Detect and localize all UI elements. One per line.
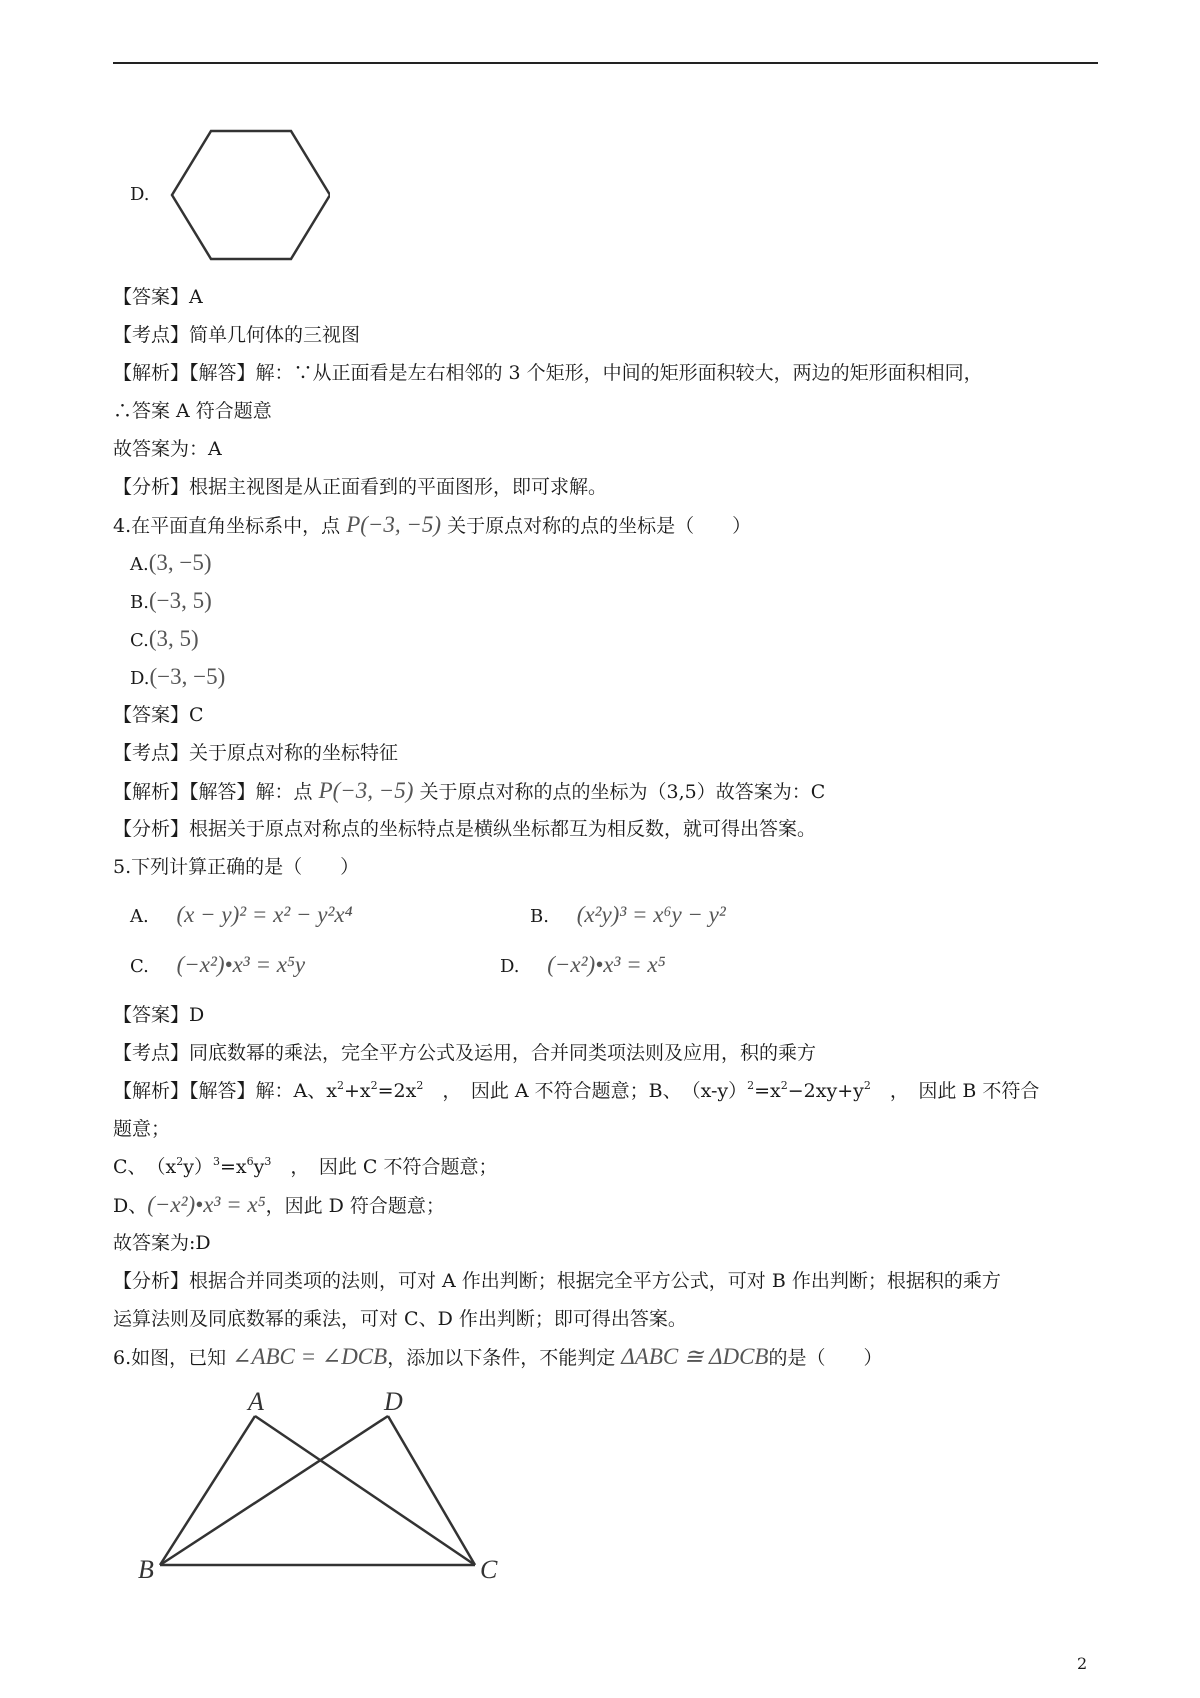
- q4-option-d: D.(−3, −5): [130, 664, 226, 689]
- q4-point: 【考点】关于原点对称的坐标特征: [113, 742, 399, 764]
- q5-option-d: D. (−x²)•x³ = x⁵: [500, 952, 666, 977]
- q4-option-a: A.(3, −5): [130, 550, 212, 575]
- q5-point: 【考点】同底数幂的乘法，完全平方公式及运用，合并同类项法则及应用，积的乘方: [113, 1042, 817, 1064]
- vertex-c-label: C: [480, 1555, 498, 1580]
- q4-summary: 【分析】根据关于原点对称点的坐标特点是横纵坐标都互为相反数，就可得出答案。: [113, 818, 817, 840]
- q3-analysis-line1: 【解析】【解答】解：∵从正面看是左右相邻的 3 个矩形，中间的矩形面积较大，两边的矩形面积相同，: [113, 362, 983, 384]
- q5-analysis-line1: 【解析】【解答】解：A、$x^2+x^2=2x^2$ ， 因此 A 不符合题意；B、 $(x-y)^2=x^2-2xy+y^2$ ， 因此 B 不符合: [113, 1079, 1040, 1102]
- q5-analysis-line4: D、(−x²)•x³ = x⁵，因此 D 符合题意；: [113, 1192, 445, 1217]
- q5-summary-line2: 运算法则及同底数幂的乘法，可对 C、D 作出判断；即可得出答案。: [113, 1308, 687, 1330]
- q5-summary-line1: 【分析】根据合并同类项的法则，可对 A 作出判断；根据完全平方公式，可对 B 作出判断；根据积的乘方: [113, 1270, 1001, 1292]
- q3-final-answer: 故答案为：A: [113, 438, 222, 460]
- q5-option-b: B. (x²y)³ = x⁶y − y²: [530, 902, 726, 927]
- q3-point: 【考点】简单几何体的三视图: [113, 324, 361, 346]
- vertex-b-label: B: [138, 1555, 154, 1580]
- q4-point-p: P(−3, −5): [346, 512, 442, 537]
- q3-answer: 【答案】A: [113, 286, 203, 308]
- q5-option-c: C. (−x²)•x³ = x⁵y: [130, 952, 306, 977]
- q3-analysis-line2: ∴答案 A 符合题意: [113, 400, 272, 422]
- q4-analysis: 【解析】【解答】解：点 P(−3, −5) 关于原点对称的点的坐标为（3,5）故答案为：C: [113, 778, 826, 803]
- q6-stem: 6.如图，已知 ∠ABC = ∠DCB，添加以下条件，不能判定 ΔABC ≅ ΔDCB的是（ ）: [113, 1344, 883, 1369]
- q4-option-c: C.(3, 5): [130, 626, 199, 651]
- q5-answer: 【答案】D: [113, 1004, 205, 1026]
- hexagon-figure: [170, 125, 330, 265]
- q3-option-d-label: D.: [130, 184, 150, 205]
- page-number: 2: [1077, 1654, 1088, 1673]
- q5-final-answer: 故答案为:D: [113, 1232, 211, 1254]
- q5-analysis-line3: C、 $(x^2y)^3=x^6y^3$ ， 因此 C 不符合题意；: [113, 1155, 498, 1178]
- q5-analysis-line2: 题意；: [113, 1118, 171, 1140]
- vertex-d-label: D: [384, 1387, 403, 1416]
- q4-option-b: B.(−3, 5): [130, 588, 212, 613]
- triangle-figure: [130, 1380, 520, 1580]
- vertex-a-label: A: [248, 1387, 264, 1416]
- header-rule: [113, 62, 1098, 64]
- q5-option-a: A. (x − y)² = x² − y²x⁴: [130, 902, 353, 927]
- q4-answer: 【答案】C: [113, 704, 204, 726]
- q3-summary: 【分析】根据主视图是从正面看到的平面图形，即可求解。: [113, 476, 608, 498]
- q4-stem: 4.在平面直角坐标系中，点 P(−3, −5) 关于原点对称的点的坐标是（ ）: [113, 512, 752, 537]
- q5-stem: 5.下列计算正确的是（ ）: [113, 856, 360, 878]
